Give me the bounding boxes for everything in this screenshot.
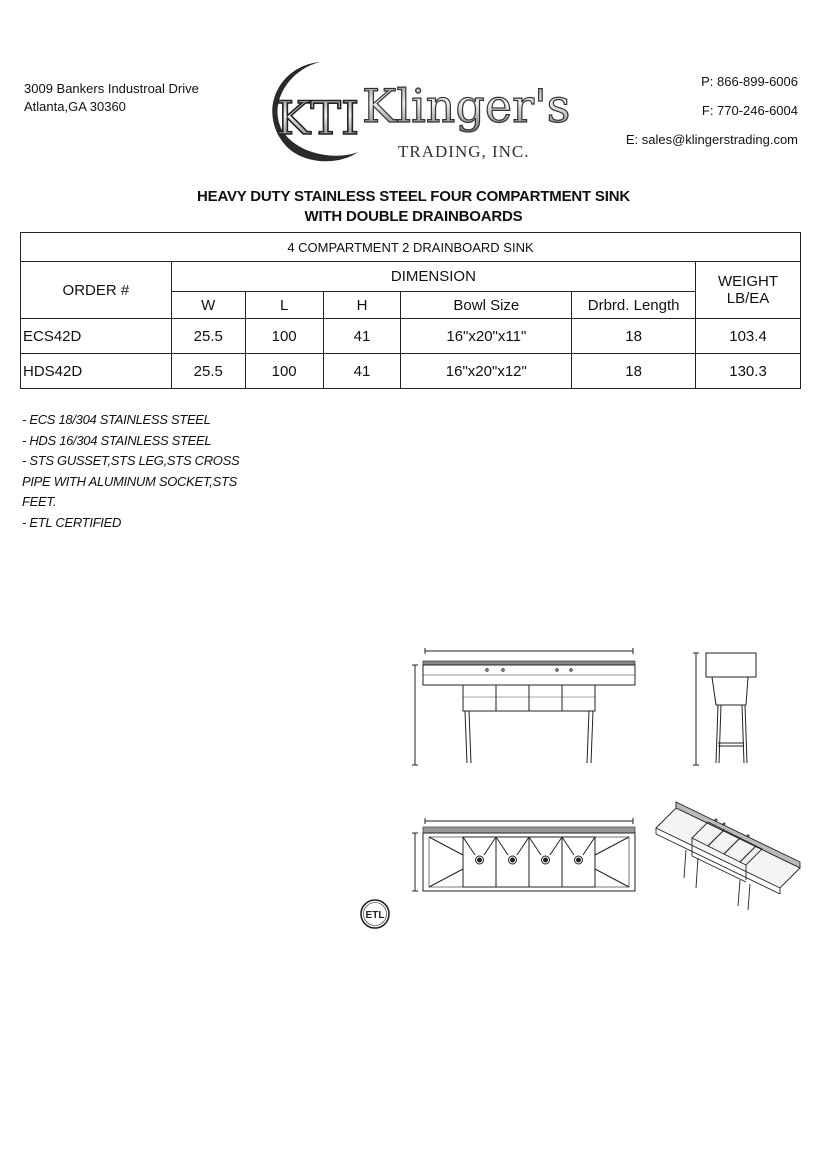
company-address [24,80,199,116]
weight-header-line-2: LB/EA [726,290,770,307]
col-bowl-header: Bowl Size [401,292,572,319]
fax: F: 770-246-6004 [701,103,798,118]
email: E: sales@klingerstrading.com [625,132,798,147]
logo-subtitle: TRADING, INC. [398,142,530,161]
order-cell: ECS42D [21,319,172,354]
col-l-header: L [245,292,323,319]
dimension-header: DIMENSION [171,262,695,292]
company-logo [258,56,578,166]
page-title [0,187,827,227]
etl-mark-text: ETL [365,910,385,921]
note-line: - HDS 16/304 STAINLESS STEEL [22,432,212,448]
bowl-cell: 16"x20"x12" [401,354,572,389]
phone: P: 866-899-6006 [701,74,798,89]
col-h-header: H [323,292,401,319]
logo-monogram: KTI [276,91,360,145]
title-line-2: WITH DOUBLE DRAINBOARDS [304,208,523,225]
h-cell: 41 [323,354,401,389]
front-view-drawing [405,645,645,770]
col-w-header: W [171,292,245,319]
etl-certification-mark [359,898,391,930]
note-line: FEET. [22,494,57,509]
table-row [21,354,801,389]
address-line-2: Atlanta,GA 30360 [24,99,126,114]
col-drbrd-header: Drbrd. Length [572,292,696,319]
h-cell: 41 [323,319,401,354]
order-header: ORDER # [21,262,172,319]
bowl-cell: 16"x20"x11" [401,319,572,354]
side-view-drawing [690,645,760,770]
weight-cell: 103.4 [696,319,801,354]
address-line-1: 3009 Bankers Industroal Drive [24,81,199,96]
l-cell: 100 [245,319,323,354]
table-row [21,319,801,354]
note-line: - STS GUSSET,STS LEG,STS CROSS [22,453,240,468]
weight-cell: 130.3 [696,354,801,389]
spec-notes [22,410,239,533]
weight-header-line-1: WEIGHT [718,273,779,290]
order-cell: HDS42D [21,354,172,389]
l-cell: 100 [245,354,323,389]
drbrd-cell: 18 [572,319,696,354]
note-line: - ECS 18/304 STAINLESS STEEL [22,412,211,427]
note-line: PIPE WITH ALUMINUM SOCKET,STS [22,473,237,489]
note-line: - ETL CERTIFIED [22,514,122,530]
spec-table [20,232,801,389]
top-view-drawing [405,815,645,895]
table-caption: 4 COMPARTMENT 2 DRAINBOARD SINK [21,233,801,262]
logo-name: Klinger's [362,79,571,133]
w-cell: 25.5 [171,319,245,354]
drbrd-cell: 18 [572,354,696,389]
isometric-view-drawing [652,798,802,913]
title-line-1: HEAVY DUTY STAINLESS STEEL FOUR COMPARTMENT SINK [197,188,630,205]
w-cell: 25.5 [171,354,245,389]
weight-header [696,262,801,319]
company-contact [626,74,798,161]
